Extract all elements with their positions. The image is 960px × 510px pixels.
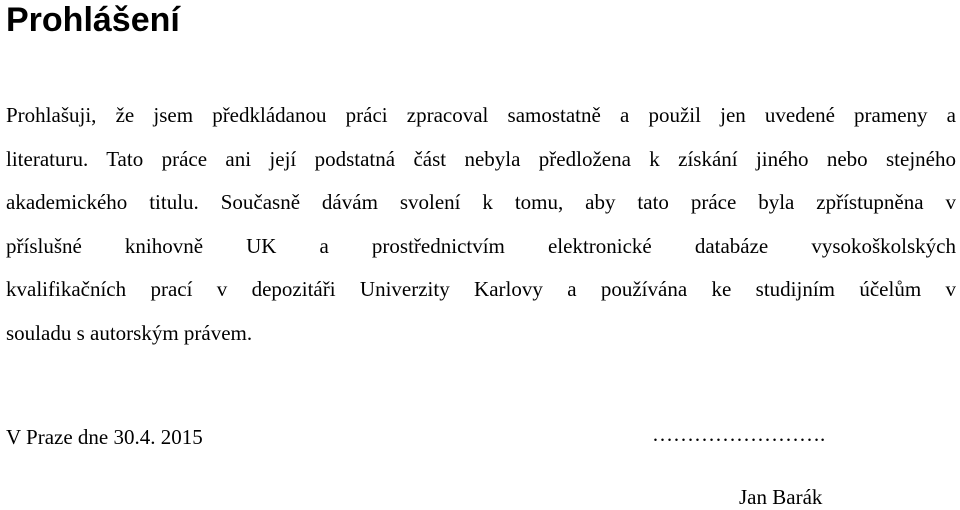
paragraph-line: literaturu. Tato práce ani její podstatná část nebyla předložena k získání jiného nebo stejného <box>6 146 956 171</box>
signature-name: Jan Barák <box>739 485 823 509</box>
place-and-date: V Praze dne 30.4. 2015 <box>6 425 203 449</box>
page-title: Prohlášení <box>6 1 180 39</box>
paragraph-line: souladu s autorským právem. <box>6 320 253 345</box>
signature-line: ……………………. <box>652 422 826 446</box>
declaration-paragraph <box>6 94 956 356</box>
paragraph-line: příslušné knihovně UK a prostřednictvím elektronické databáze vysokoškolských <box>6 233 956 258</box>
paragraph-line: kvalifikačních prací v depozitáři Univerzity Karlovy a používána ke studijním účelům v <box>6 277 956 302</box>
paragraph-line: akademického titulu. Současně dávám svolení k tomu, aby tato práce byla zpřístupněna v <box>6 190 956 215</box>
paragraph-line: Prohlašuji, že jsem předkládanou práci zpracoval samostatně a použil jen uvedené prameny a <box>6 103 956 127</box>
